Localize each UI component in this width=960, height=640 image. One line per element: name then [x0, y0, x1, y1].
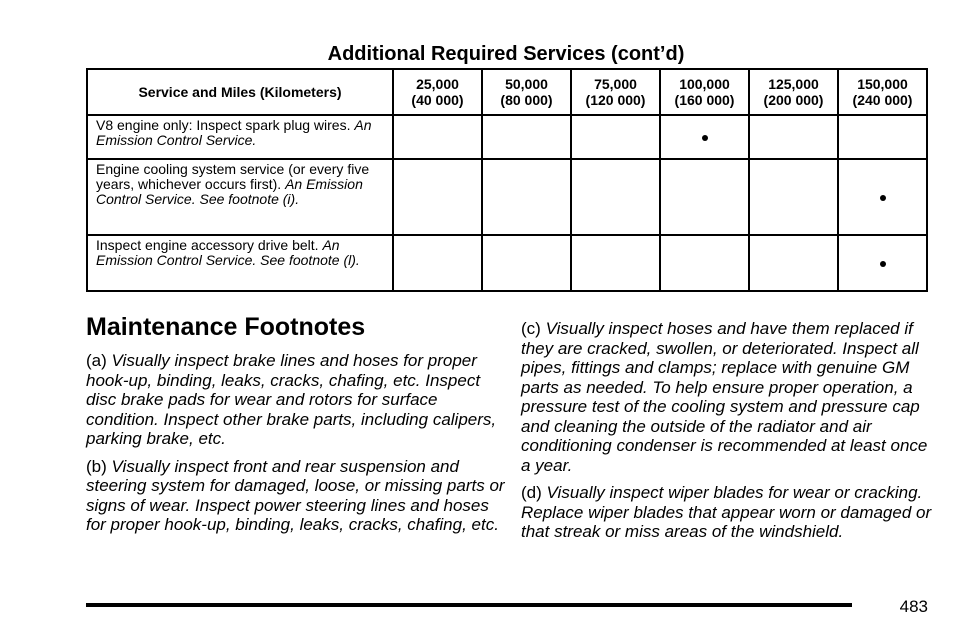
- service-note: An Emission Control Service. See footnote (i).: [96, 176, 363, 207]
- interval-header: 50,000 (80 000): [482, 69, 571, 115]
- required-service-bullet-icon: [702, 135, 708, 141]
- footnote-text: Visually inspect hoses and have them replaced if they are cracked, swollen, or deteriorated. Inspect all pipes, fittings and clamps; replace with genuine GM parts as needed. To help ensure proper operation, a pressure test of the cooling system and pressure cap and cleaning the outside of the radiator and air conditioning condenser is recommended at least once a year.: [521, 319, 928, 475]
- footnote-text: Visually inspect wiper blades for wear or cracking. Replace wiper blades that appear worn or damaged or that streak or miss areas of the windshield.: [521, 483, 932, 541]
- required-service-bullet-icon: [880, 261, 886, 267]
- interval-header: 125,000 (200 000): [749, 69, 838, 115]
- service-text: Engine cooling system service (or every five years, whichever occurs first).: [96, 161, 370, 192]
- page-number: 483: [899, 597, 928, 616]
- interval-cell: [393, 115, 482, 159]
- interval-cell: [749, 235, 838, 291]
- service-column-header: Service and Miles (Kilometers): [87, 69, 393, 115]
- interval-cell: [749, 159, 838, 235]
- interval-header: 150,000 (240 000): [838, 69, 927, 115]
- interval-cell: [660, 159, 749, 235]
- service-row: [87, 235, 927, 291]
- service-text: Inspect engine accessory drive belt.: [96, 237, 319, 253]
- footnote-text: Visually inspect front and rear suspension and steering system for damaged, loose, or missing parts or signs of wear. Inspect power steering lines and hoses for proper hook-up, binding, leaks, cracks, chafing, etc.: [86, 456, 505, 534]
- footnotes-left-column: [86, 351, 506, 543]
- interval-cell: [838, 235, 927, 291]
- footnote-c: [521, 319, 941, 475]
- footnote-d: [521, 483, 941, 542]
- table-title: Additional Required Services (cont’d): [327, 43, 685, 65]
- service-row: [87, 159, 927, 235]
- service-description: [87, 235, 393, 291]
- interval-cell: [571, 235, 660, 291]
- table-header-row: [87, 69, 927, 115]
- interval-cell: [660, 115, 749, 159]
- interval-cell: [393, 159, 482, 235]
- footnote-label: (c): [521, 319, 541, 338]
- footnote-a: [86, 351, 506, 449]
- interval-cell: [660, 235, 749, 291]
- interval-cell: [838, 115, 927, 159]
- service-description: [87, 159, 393, 235]
- interval-header: 25,000 (40 000): [393, 69, 482, 115]
- footnote-text: Visually inspect brake lines and hoses for proper hook-up, binding, leaks, cracks, chafing, etc. Inspect disc brake pads for wear and rotors for surface condition. Inspect other brake parts, including calipers, parking brake, etc.: [86, 351, 497, 448]
- footnotes-heading: Maintenance Footnotes: [86, 313, 366, 341]
- interval-header: 100,000 (160 000): [660, 69, 749, 115]
- interval-cell: [482, 159, 571, 235]
- footer-rule: [86, 603, 852, 607]
- footnotes-right-column: [521, 319, 941, 550]
- footnote-b: [86, 457, 506, 535]
- interval-cell: [482, 235, 571, 291]
- service-note: An Emission Control Service.: [96, 117, 372, 148]
- service-row: [87, 115, 927, 159]
- service-text: V8 engine only: Inspect spark plug wires.: [96, 117, 351, 133]
- interval-cell: [571, 159, 660, 235]
- interval-cell: [571, 115, 660, 159]
- interval-cell: [838, 159, 927, 235]
- interval-header: 75,000 (120 000): [571, 69, 660, 115]
- interval-cell: [393, 235, 482, 291]
- interval-cell: [749, 115, 838, 159]
- service-description: [87, 115, 393, 159]
- footnote-label: (d): [521, 483, 542, 502]
- footnote-label: (b): [86, 456, 107, 476]
- interval-cell: [482, 115, 571, 159]
- footnote-label: (a): [86, 351, 107, 370]
- service-table: [86, 68, 928, 292]
- service-note: An Emission Control Service. See footnote (l).: [96, 237, 360, 268]
- required-service-bullet-icon: [880, 195, 886, 201]
